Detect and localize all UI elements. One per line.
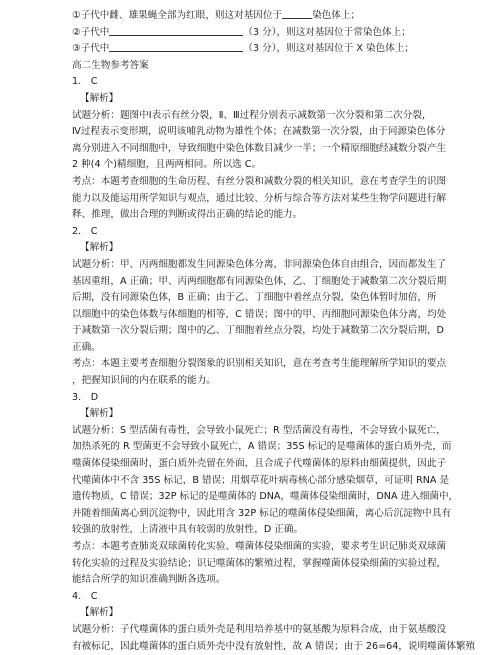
question-1-suffix: 染色体上； bbox=[312, 10, 361, 21]
analysis-line: 较强的放射性，上清液中具有较弱的放射性，D 正确。 bbox=[72, 524, 304, 536]
analysis-line: 噬菌体侵染细菌时，蛋白质外壳留在外面，且合成子代噬菌体的原料由细菌提供，因此子 bbox=[72, 458, 447, 470]
question-1-text: ①子代中雌、雄果蝇全部为红眼，则这对基因位于 bbox=[72, 10, 283, 21]
answer-title: 高二生物参考答案 bbox=[72, 59, 149, 71]
question-line-2 bbox=[72, 25, 486, 42]
analysis-line: 试题分析：子代噬菌体的蛋白质外壳是利用培养基中的氨基酸为原料合成，由于氨基酸没 bbox=[72, 623, 447, 635]
analysis-tag: 【解析】 bbox=[80, 92, 119, 104]
question-3-suffix: （3 分），则这对基因位于 X 染色体上； bbox=[243, 43, 414, 55]
answer-blank bbox=[109, 25, 243, 36]
analysis-line: 基因重组，A 正确；甲、丙两细胞都有同源染色体，乙、丁细胞处于减数第二次分裂后期 bbox=[72, 275, 447, 287]
analysis-line: 2 种(4 个)精细胞，且两两相同。所以选 C。 bbox=[72, 159, 262, 171]
analysis-line: 有被标记，因此噬菌体的蛋白质外壳中没有放射性，故 A 错误；由于 26=64，说明噬菌体繁殖 bbox=[72, 640, 476, 652]
analysis-line: 转化实验的过程及实验结论；识记噬菌体的繁殖过程，掌握噬菌体侵染细菌的实验过程， bbox=[72, 557, 447, 569]
item-number: 3． D bbox=[72, 391, 99, 403]
analysis-tag: 【解析】 bbox=[80, 408, 119, 420]
analysis-tag: 【解析】 bbox=[80, 607, 119, 619]
analysis-line: 试题分析：题图中Ⅰ表示有丝分裂，Ⅱ、Ⅲ过程分别表示减数第一次分裂和第二次分裂， bbox=[72, 109, 432, 121]
analysis-line: 能结合所学的知识准确判断各选项。 bbox=[72, 574, 226, 586]
analysis-line: 于减数第一次分裂后期；图中的乙、丁细胞着丝点分裂，均处于减数第二次分裂后期，D bbox=[72, 325, 444, 337]
analysis-line: ，把握知识间的内在联系的能力。 bbox=[72, 375, 216, 387]
analysis-tag: 【解析】 bbox=[80, 242, 119, 254]
analysis-line: 加热杀死的 R 型菌更不会导致小鼠死亡，A 错误；35S 标记的是噬菌体的蛋白质外壳，而 bbox=[72, 441, 452, 453]
item-number: 1． C bbox=[72, 76, 98, 88]
answer-blank bbox=[282, 8, 312, 19]
item-number: 2． C bbox=[72, 225, 98, 237]
analysis-line: 以细胞中的染色体数与体细胞的相等，C 错误；图中的甲、丙细胞同源染色体分离，均处 bbox=[72, 308, 447, 320]
analysis-line: 正确。 bbox=[72, 341, 101, 353]
analysis-line: 离分别进入不同细胞中，导致细胞中染色体数目减少一半；一个精原细胞经减数分裂产生 bbox=[72, 142, 447, 154]
analysis-line: 试题分析：S 型活菌有毒性，会导致小鼠死亡；R 型活菌没有毒性，不会导致小鼠死亡， bbox=[72, 424, 446, 436]
analysis-line: 释、推理，做出合理的判断或得出正确的结论的能力。 bbox=[72, 209, 303, 221]
analysis-line: 后期，没有同源染色体，B 正确；由于乙、丁细胞中着丝点分裂，染色体暂时加倍，所 bbox=[72, 292, 437, 304]
item-number: 4． C bbox=[72, 590, 98, 602]
analysis-line: 并随着细菌离心到沉淀物中，因此用含 32P 标记的噬菌体侵染细菌，离心后沉淀物中具有 bbox=[72, 507, 452, 519]
analysis-line: 代噬菌体中不含 35S 标记，B 错误；用烟草花叶病毒核心部分感染烟草，可证明 RNA 是 bbox=[72, 474, 450, 486]
analysis-line: 能力以及能运用所学知识与观点，通过比较、分析与综合等方法对某些生物学问题进行解 bbox=[72, 192, 447, 204]
analysis-line: 考点：本题考查细胞的生命历程、有丝分裂和减数分裂的相关知识，意在考查学生的识图 bbox=[72, 175, 447, 187]
analysis-line: Ⅳ过程表示变形期，说明该哺乳动物为雄性个体；在减数第一次分裂，由于同源染色体分 bbox=[72, 126, 446, 138]
analysis-line: 试题分析：甲、丙两细胞都发生同源染色体分离，非同源染色体自由组合，因而都发生了 bbox=[72, 258, 447, 270]
analysis-line: 考点：本题主要考查细胞分裂图象的识别相关知识，意在考查考生能理解所学知识的要点 bbox=[72, 358, 447, 370]
question-line-1 bbox=[72, 8, 486, 25]
question-2-suffix: （3 分），则这对基因位于常染色体上； bbox=[243, 26, 411, 38]
analysis-line: 遗传物质，C 错误；32P 标记的是噬菌体的 DNA，噬菌体侵染细菌时，DNA 进入细菌中， bbox=[72, 491, 459, 503]
analysis-line: 考点：本题考查肺炎双球菌转化实验、噬菌体侵染细菌的实验，要求考生识记肺炎双球菌 bbox=[72, 541, 447, 552]
question-2-prefix: ②子代中 bbox=[72, 26, 110, 38]
answer-blank bbox=[109, 41, 243, 52]
question-3-prefix: ③子代中 bbox=[72, 43, 110, 55]
question-line-3 bbox=[72, 41, 486, 58]
